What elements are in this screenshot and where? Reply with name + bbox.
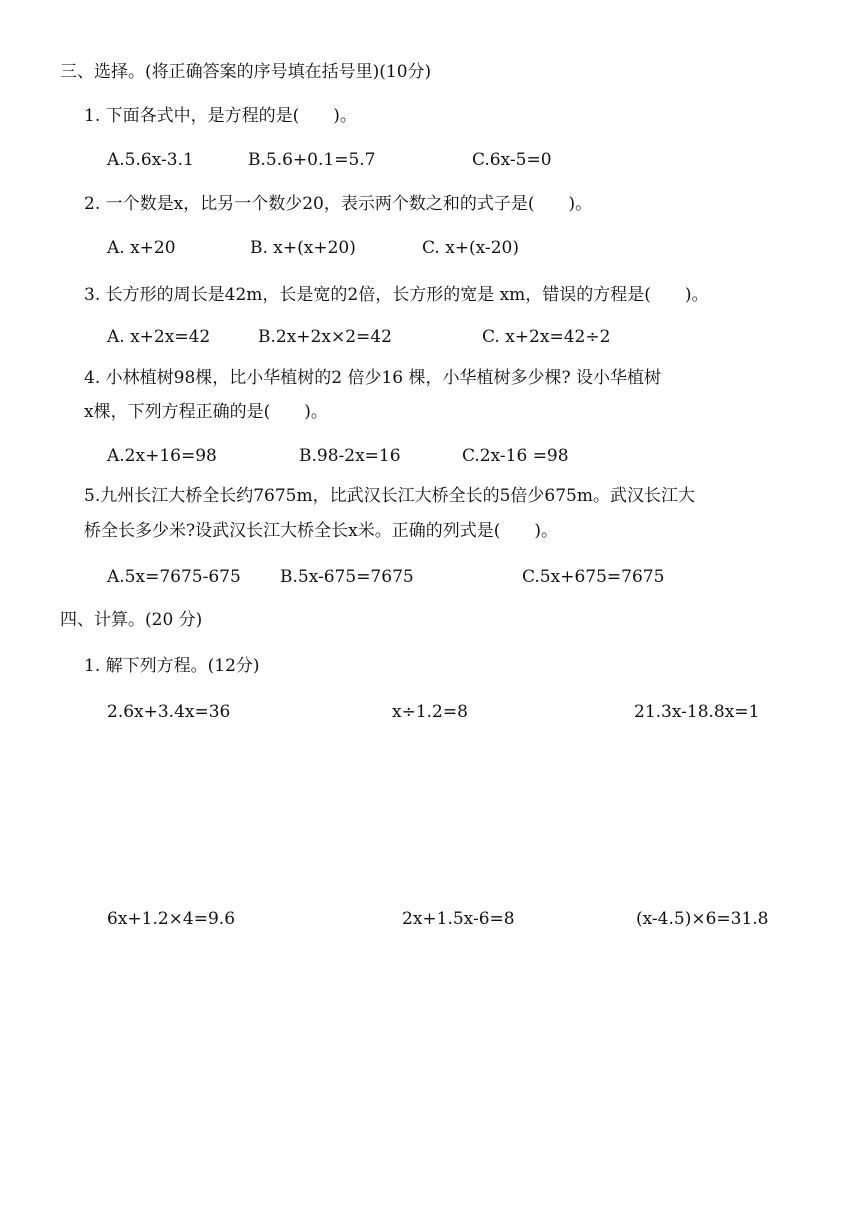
question-5-line-2: 桥全长多少米?设武汉长江大桥全长x米。正确的列式是( )。 xyxy=(84,521,558,541)
q1-option-a: A.5.6x-3.1 xyxy=(107,150,194,170)
equation-5: 2x+1.5x-6=8 xyxy=(402,909,515,929)
q1-option-b: B.5.6+0.1=5.7 xyxy=(248,150,376,170)
equation-2: x÷1.2=8 xyxy=(392,702,468,722)
question-4-line-2: x棵，下列方程正确的是( )。 xyxy=(84,402,328,422)
question-3: 3. 长方形的周长是42m，长是宽的2倍，长方形的宽是 xm，错误的方程是( )。 xyxy=(84,285,709,305)
question-1: 1. 下面各式中，是方程的是( )。 xyxy=(84,106,357,126)
q4-option-a: A.2x+16=98 xyxy=(107,446,217,466)
equation-3: 21.3x-18.8x=1 xyxy=(634,702,760,722)
q5-option-b: B.5x-675=7675 xyxy=(280,567,414,587)
section-4-subquestion-1: 1. 解下列方程。(12分) xyxy=(84,656,260,676)
question-4-line-1: 4. 小林植树98棵，比小华植树的2 倍少16 棵，小华植树多少棵? 设小华植树 xyxy=(84,368,662,388)
q3-option-a: A. x+2x=42 xyxy=(107,327,211,347)
equation-6: (x-4.5)×6=31.8 xyxy=(636,909,769,929)
q1-option-c: C.6x-5=0 xyxy=(472,150,552,170)
q4-option-b: B.98-2x=16 xyxy=(299,446,401,466)
q4-option-c: C.2x-16 =98 xyxy=(462,446,569,466)
q3-option-c: C. x+2x=42÷2 xyxy=(482,327,611,347)
section-3-heading: 三、选择。(将正确答案的序号填在括号里)(10分) xyxy=(60,62,432,82)
q5-option-c: C.5x+675=7675 xyxy=(522,567,665,587)
q3-option-b: B.2x+2x×2=42 xyxy=(258,327,392,347)
q2-option-b: B. x+(x+20) xyxy=(250,238,356,258)
q2-option-a: A. x+20 xyxy=(107,238,176,258)
equation-1: 2.6x+3.4x=36 xyxy=(107,702,231,722)
question-2: 2. 一个数是x，比另一个数少20，表示两个数之和的式子是( )。 xyxy=(84,194,593,214)
section-4-heading: 四、计算。(20 分) xyxy=(60,610,203,630)
equation-4: 6x+1.2×4=9.6 xyxy=(107,909,236,929)
q5-option-a: A.5x=7675-675 xyxy=(107,567,241,587)
q2-option-c: C. x+(x-20) xyxy=(422,238,519,258)
question-5-line-1: 5.九州长江大桥全长约7675m，比武汉长江大桥全长的5倍少675m。武汉长江大 xyxy=(84,486,695,506)
